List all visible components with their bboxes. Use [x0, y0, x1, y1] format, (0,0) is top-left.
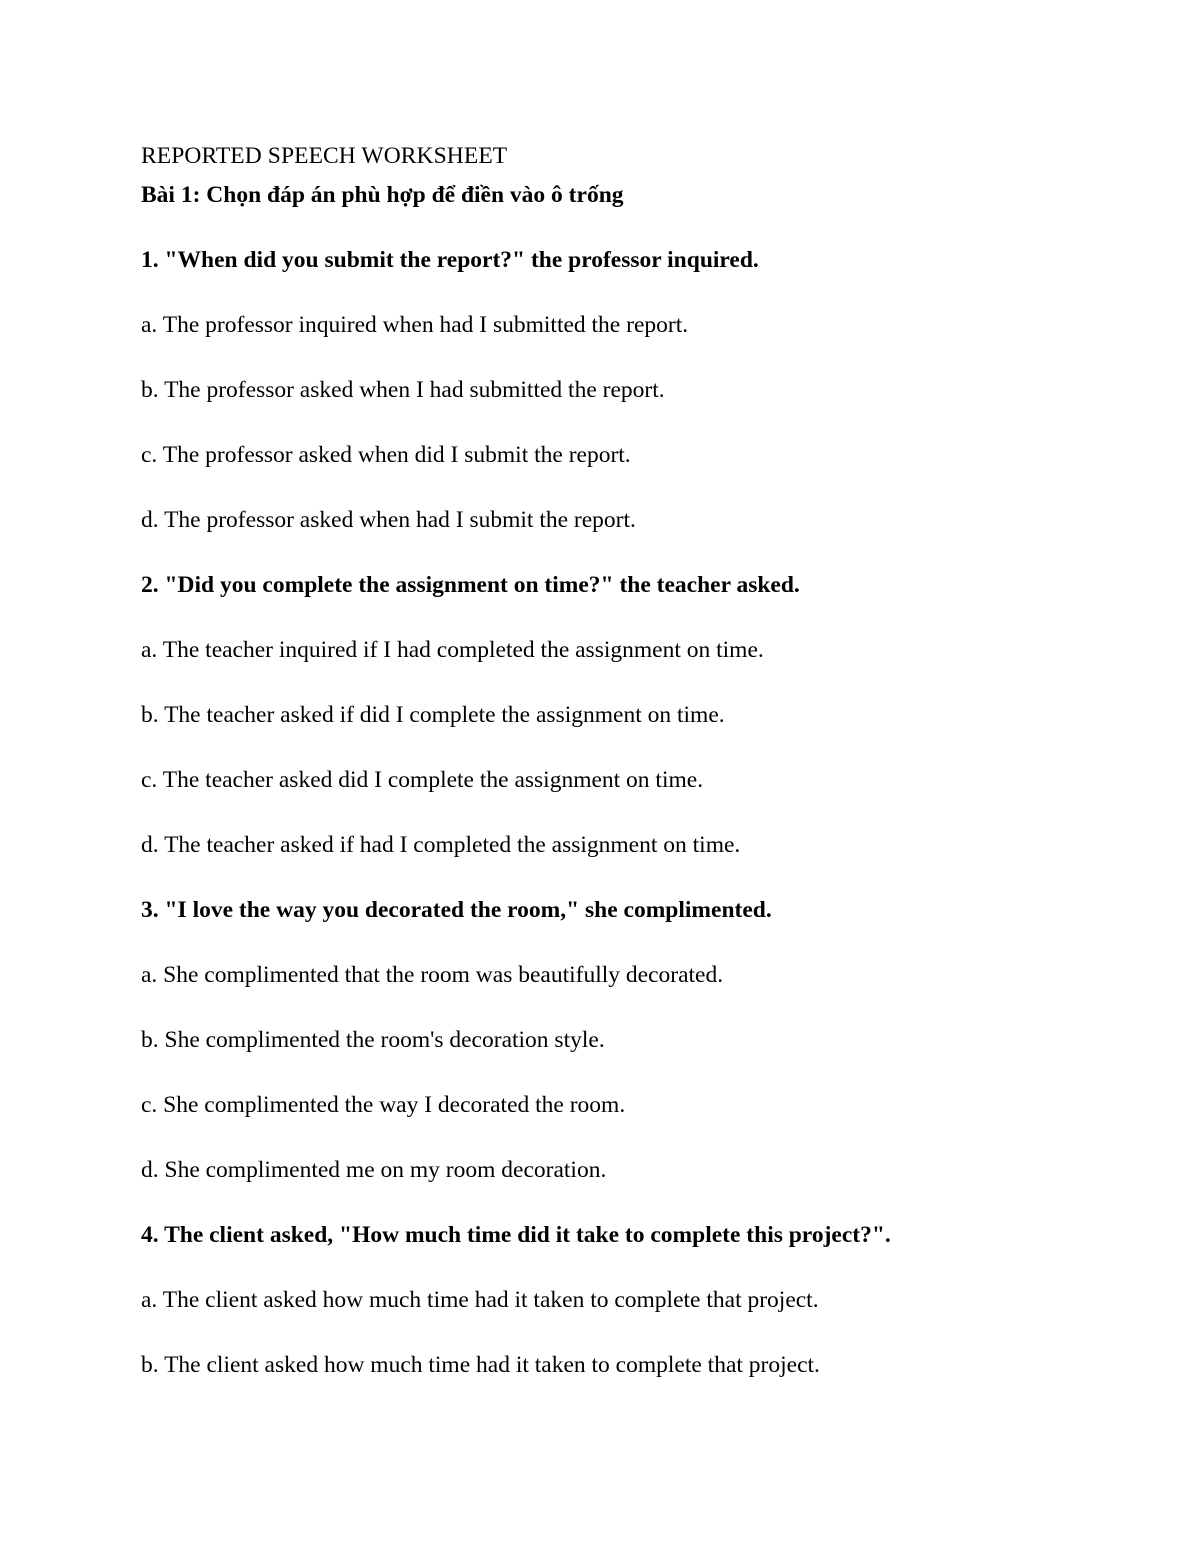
answer-option-b: b. She complimented the room's decoration style.	[141, 1027, 605, 1053]
answer-option-a: a. She complimented that the room was beautifully decorated.	[141, 962, 724, 988]
answer-option-c: c. The teacher asked did I complete the assignment on time.	[141, 767, 704, 793]
question-2	[141, 569, 1101, 861]
answer-option-d: d. She complimented me on my room decoration.	[141, 1157, 607, 1183]
answer-option-c: c. The professor asked when did I submit the report.	[141, 442, 631, 468]
answer-option-b: b. The client asked how much time had it taken to complete that project.	[141, 1352, 820, 1378]
question-prompt: 3. "I love the way you decorated the room," she complimented.	[141, 897, 772, 923]
worksheet-page	[141, 140, 1101, 1381]
exercise-title: Bài 1: Chọn đáp án phù hợp để điền vào ô trống	[141, 182, 624, 208]
answer-option-d: d. The professor asked when had I submit the report.	[141, 507, 636, 533]
question-4	[141, 1219, 1101, 1381]
answer-option-a: a. The teacher inquired if I had completed the assignment on time.	[141, 637, 764, 663]
answer-option-b: b. The teacher asked if did I complete the assignment on time.	[141, 702, 725, 728]
answer-option-a: a. The professor inquired when had I submitted the report.	[141, 312, 689, 338]
question-1	[141, 244, 1101, 536]
question-prompt: 4. The client asked, "How much time did it take to complete this project?".	[141, 1222, 891, 1248]
document-title: REPORTED SPEECH WORKSHEET	[141, 143, 508, 169]
answer-option-c: c. She complimented the way I decorated the room.	[141, 1092, 626, 1118]
question-3	[141, 894, 1101, 1186]
question-prompt: 1. "When did you submit the report?" the professor inquired.	[141, 247, 759, 273]
answer-option-a: a. The client asked how much time had it taken to complete that project.	[141, 1287, 819, 1313]
answer-option-d: d. The teacher asked if had I completed the assignment on time.	[141, 832, 741, 858]
answer-option-b: b. The professor asked when I had submitted the report.	[141, 377, 665, 403]
question-prompt: 2. "Did you complete the assignment on time?" the teacher asked.	[141, 572, 800, 598]
